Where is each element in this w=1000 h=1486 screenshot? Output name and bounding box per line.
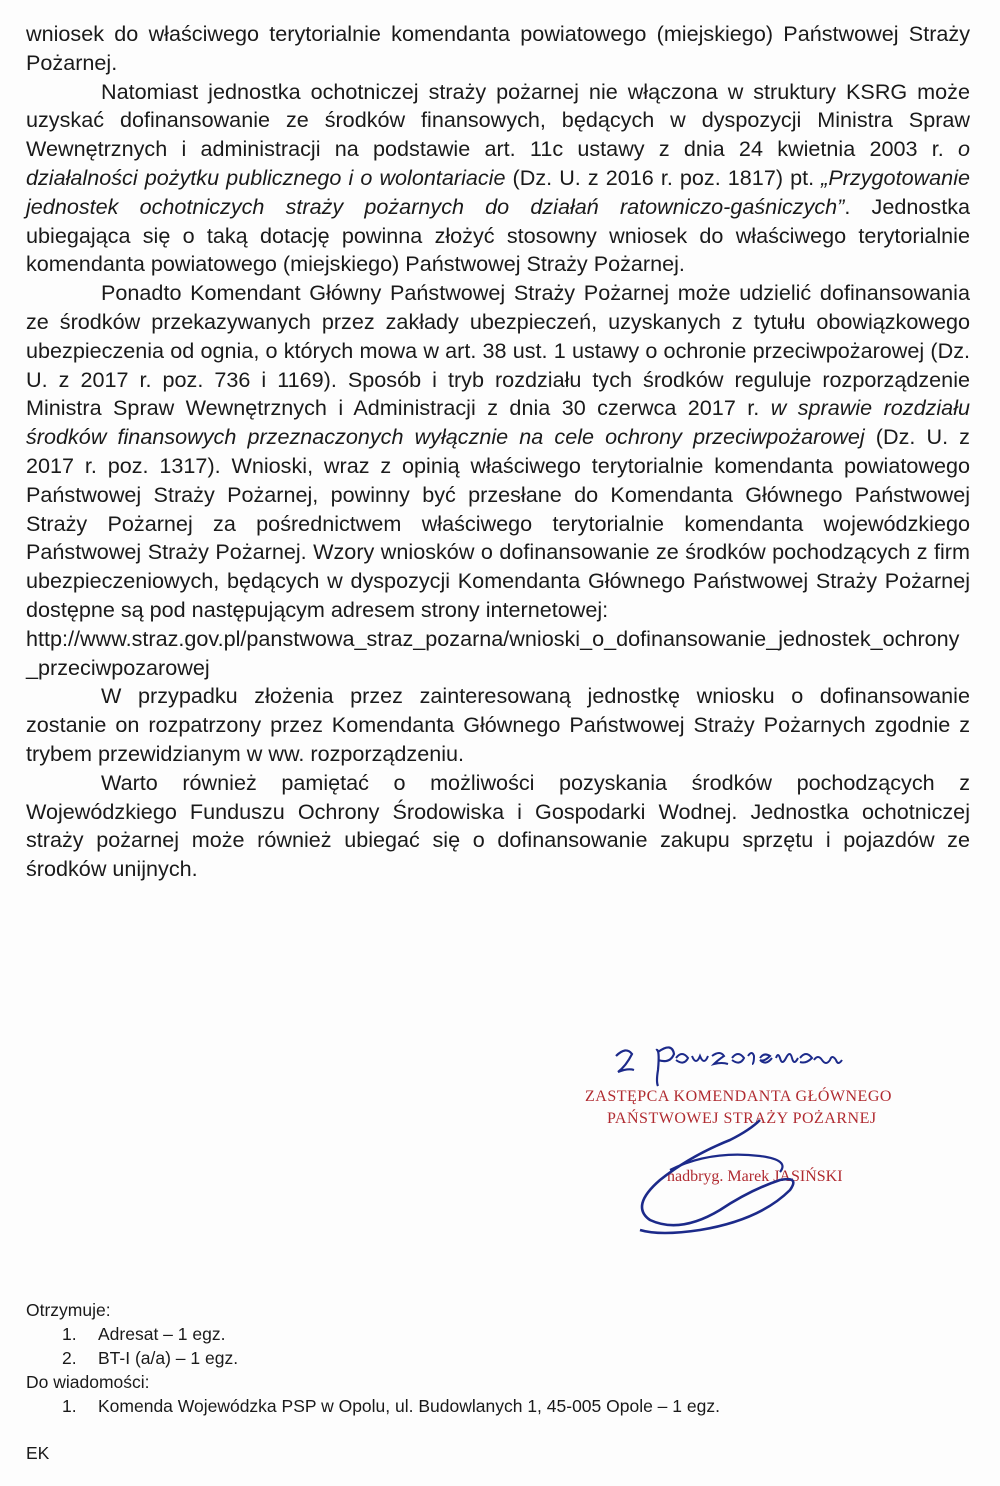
forms-url[interactable]: http://www.straz.gov.pl/panstwowa_straz_pozarna/wnioski_o_dofinansowanie_jednostek_ochrony_przeciwpozarowej [26,625,960,680]
paragraph-text: (Dz. U. z 2016 r. poz. 1817) pt. [505,164,822,190]
paragraph-other-sources [26,769,970,884]
recipients-header: Otrzymuje: [26,1300,111,1320]
program-title: „Przygotowanie jednostek ochotniczych straży pożarnych do działań ratowniczo-gaśniczych” [26,164,970,219]
paragraph-application-review [26,682,970,768]
letter-body [26,20,970,884]
paragraph-osp-outside-ksrg [26,78,970,280]
item-number: 2. [62,1348,77,1368]
list-item [62,1394,926,1418]
list-item [62,1322,926,1346]
handwritten-salutation [608,1028,888,1088]
info-header: Do wiadomości: [26,1372,150,1392]
paragraph-text: Natomiast jednostka ochotniczej straży pożarnej nie włączona w struktury KSRG może uzyskać dofinansowanie ze środków finansowych, będących w dyspozycji Ministra Spraw Wewnętrznych i administracji na podstawie art. 11c ustawy z dnia 24 kwietnia 2003 r. [26,78,970,162]
handwritten-signature [610,1110,850,1240]
info-list [26,1394,926,1418]
paragraph-text: (Dz. U. z 2017 r. poz. 1317). Wnioski, wraz z opinią właściwego terytorialnie komendanta powiatowego Państwowej Straży Pożarnej, powinny być przesłane do Komendanta Głównego Państwowej Straży Pożarnej za pośrednictwem właściwego terytorialnie komendanta wojewódzkiego Państwowej Straży Pożarnej. Wzory wniosków o dofinansowanie ze środków pochodzących z firm ubezpieczeniowych, będących w dyspozycji Komendanta Głównego Państwowej Straży Pożarnej dostępne są pod następującym adresem strony internetowej: [26,424,970,622]
paragraph-insurance-funds [26,279,970,625]
author-initials: EK [26,1443,50,1463]
stamp-position-line: ZASTĘPCA KOMENDANTA GŁÓWNEGO [585,1088,892,1105]
paragraph-continuation [26,20,970,78]
paragraph-text: Warto również pamiętać o możliwości pozyskania środków pochodzących z Wojewódzkiego Funduszu Ochrony Środowiska i Gospodarki Wodnej. Jednostka ochotniczej straży pożarnej może również ubiegać się o dofinansowanie zakupu sprzętu i pojazdów ze środków unijnych. [26,769,970,882]
item-text: Adresat – 1 egz. [98,1324,226,1344]
item-text: Komenda Wojewódzka PSP w Opolu, ul. Budowlanych 1, 45-005 Opole – 1 egz. [98,1396,720,1416]
list-item [62,1346,926,1370]
paragraph-text: Ponadto Komendant Główny Państwowej Straży Pożarnej może udzielić dofinansowania ze środków przekazywanych przez zakłady ubezpieczeń, uzyskanych z tytułu obowiązkowego ubezpieczenia od ognia, o których mowa w art. 38 ust. 1 ustawy o ochronie przeciwpożarowej (Dz. U. z 2017 r. poz. 736 i 1169). Sposób i tryb rozdziału tych środków reguluje rozporządzenie Ministra Spraw Wewnętrznych i Administracji z dnia 30 czerwca 2017 r. [26,280,970,421]
distribution-list [26,1298,926,1418]
stamp-institution-line: PAŃSTWOWEJ STRAŻY POŻARNEJ [607,1110,877,1127]
act-title: o działalności pożytku publicznego i o wolontariacie [26,136,970,190]
recipients-list [26,1322,926,1370]
paragraph-text: wniosek do właściwego terytorialnie komendanta powiatowego (miejskiego) Państwowej Straży Pożarnej. [26,21,970,75]
stamp-signatory-name: nadbryg. Marek JASIŃSKI [667,1168,843,1185]
item-text: BT-I (a/a) – 1 egz. [98,1348,239,1368]
signature-block [560,1010,980,1250]
paragraph-text: . Jednostka ubiegająca się o taką dotację powinna złożyć stosowny wniosek do właściwego terytorialnie komendanta powiatowego (miejskiego) Państwowej Straży Pożarnej. [26,193,970,277]
item-number: 1. [62,1324,77,1344]
paragraph-text: W przypadku złożenia przez zainteresowaną jednostkę wniosku o dofinansowanie zostanie on rozpatrzony przez Komendanta Głównego Państwowej Straży Pożarnych zgodnie z trybem przewidzianym w ww. rozporządzeniu. [26,683,970,766]
item-number: 1. [62,1396,77,1416]
regulation-title: w sprawie rozdziału środków finansowych przeznaczonych wyłącznie na cele ochrony przeciwpożarowej [26,395,970,450]
